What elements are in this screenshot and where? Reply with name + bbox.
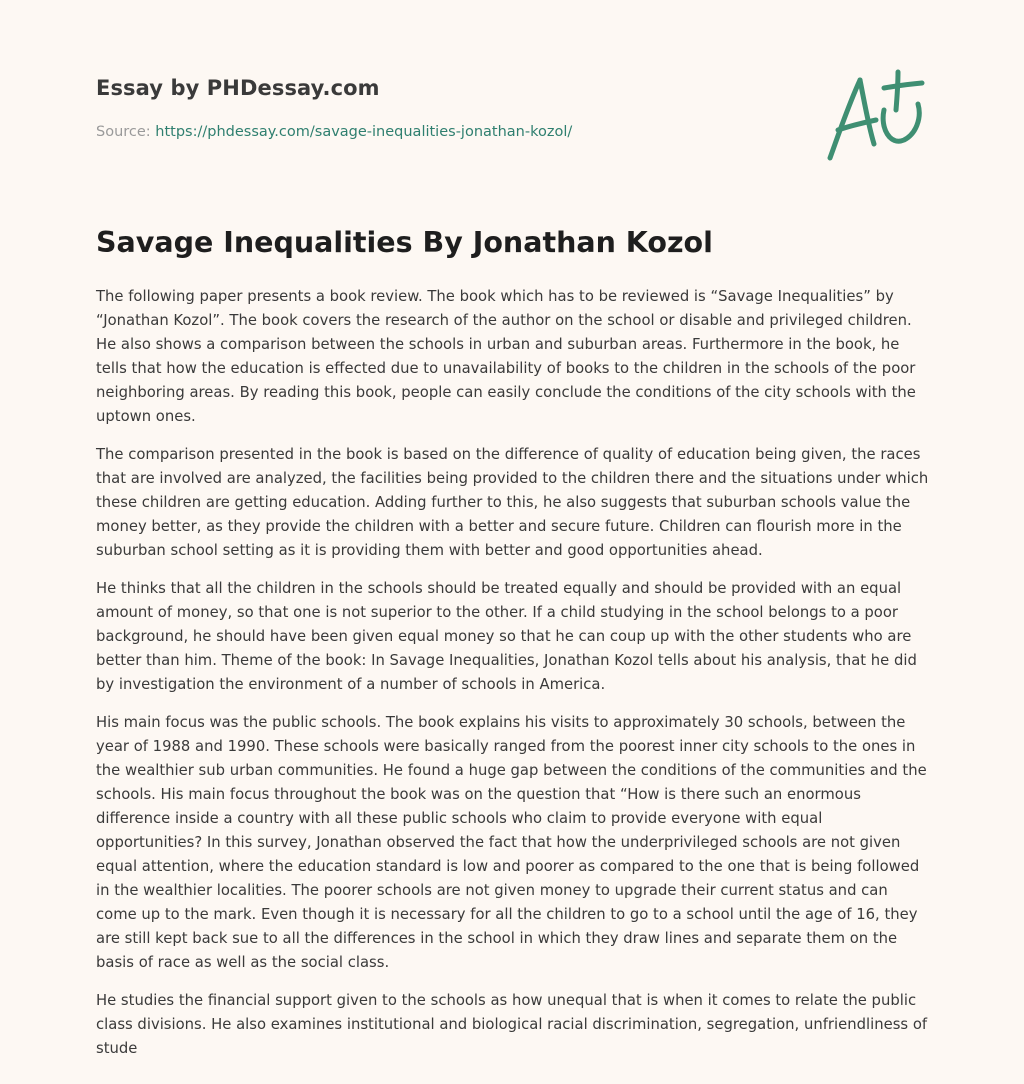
essay-paragraph: The following paper presents a book review. The book which has to be reviewed is “Savage Inequalities” by “Jonathan Kozol”. The book covers the research of the author on the school or disable and privileged children. He also shows a comparison between the schools in urban and suburban areas. Furthermore in the book, he tells that how the education is effected due to unavailability of books to the children in the schools of the poor neighboring areas. By reading this book, people can easily conclude the conditions of the city schools with the uptown ones. [96, 288, 916, 425]
source-label: Source: [96, 124, 151, 140]
essay-paragraph: He studies the financial support given to the schools as how unequal that is when it comes to relate the public class divisions. He also examines institutional and biological racial discrimination, segregation, unfriendliness of stude [96, 992, 928, 1057]
a-plus-logo-icon [824, 66, 928, 166]
source-link[interactable]: https://phdessay.com/savage-inequalities-jonathan-kozol/ [155, 124, 573, 140]
site-brand: Essay by PHDessay.com [96, 76, 380, 100]
source-line [96, 124, 572, 140]
page-title: Savage Inequalities By Jonathan Kozol [96, 226, 713, 259]
essay-body [96, 285, 930, 1075]
essay-paragraph: His main focus was the public schools. The book explains his visits to approximately 30 schools, between the year of 1988 and 1990. These schools were basically ranged from the poorest inner city schools to the ones in the wealthier sub urban communities. He found a huge gap between the conditions of the communities and the schools. His main focus throughout the book was on the question that “How is there such an enormous difference inside a country with all these public schools who claim to provide everyone with equal opportunities? In this survey, Jonathan observed the fact that how the underprivileged schools are not given equal attention, where the education standard is low and poorer as compared to the one that is being followed in the wealthier localities. The poorer schools are not given money to upgrade their current status and can come up to the mark. Even though it is necessary for all the children to go to a school until the age of 16, they are still kept back sue to all the differences in the school in which they draw lines and separate them on the basis of race as well as the social class. [96, 714, 927, 971]
essay-paragraph: He thinks that all the children in the schools should be treated equally and should be provided with an equal amount of money, so that one is not superior to the other. If a child studying in the school belongs to a poor background, he should have been given equal money so that he can coup up with the other students who are better than him. Theme of the book: In Savage Inequalities, Jonathan Kozol tells about his analysis, that he did by investigation the environment of a number of schools in America. [96, 580, 917, 693]
essay-paragraph: The comparison presented in the book is based on the difference of quality of education being given, the races that are involved are analyzed, the facilities being provided to the children there and the situations under which these children are getting education. Adding further to this, he also suggests that suburban schools value the money better, as they provide the children with a better and secure future. Children can flourish more in the suburban school setting as it is providing them with better and good opportunities ahead. [96, 446, 929, 559]
